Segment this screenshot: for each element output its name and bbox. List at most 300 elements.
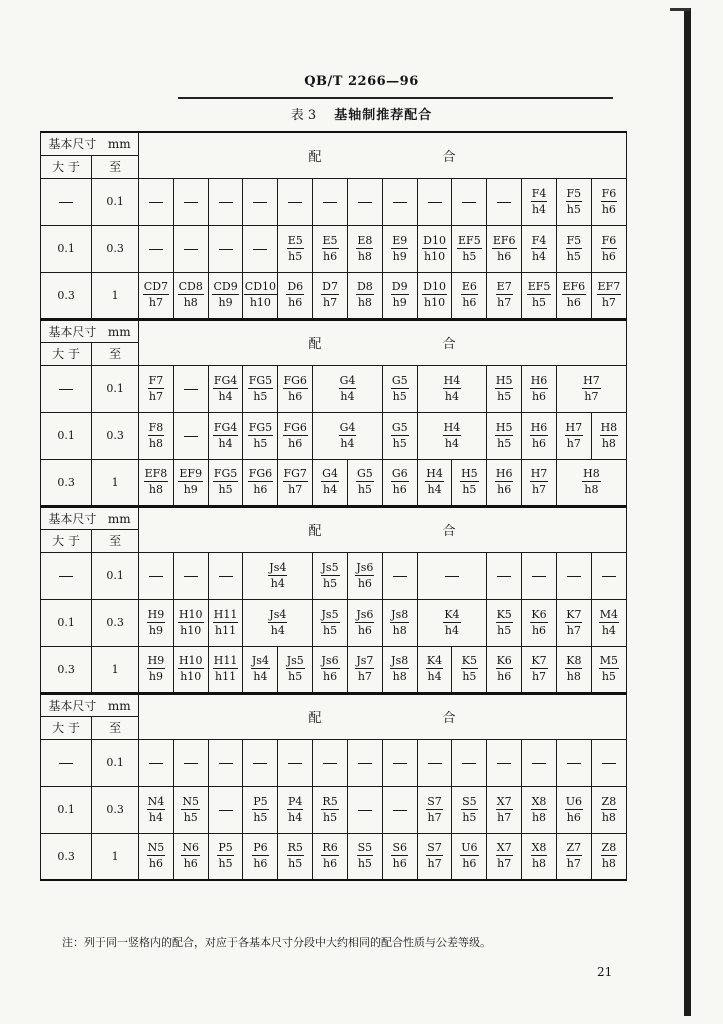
fit-cell (382, 833, 417, 880)
shaft-tolerance: h10 (249, 296, 271, 309)
dash-mark (149, 202, 163, 203)
fit-cell (522, 599, 557, 646)
hole-tolerance: D6 (287, 280, 304, 293)
fit-fraction (244, 281, 277, 308)
hole-tolerance: CD9 (213, 280, 238, 293)
hole-tolerance: F4 (531, 233, 547, 247)
table-row (41, 646, 627, 693)
hole-tolerance: S5 (357, 841, 373, 855)
shaft-tolerance: h6 (148, 857, 163, 871)
size-over-value: 0.1 (57, 429, 75, 442)
hole-tolerance: G4 (339, 373, 356, 387)
page-edge (684, 8, 691, 1016)
shaft-tolerance: h5 (601, 670, 616, 683)
table-caption (0, 104, 723, 123)
size-over-cell (41, 739, 92, 786)
fit-cell (208, 599, 243, 646)
dash-mark (253, 249, 267, 250)
fit-cell (417, 459, 452, 506)
hole-tolerance: H11 (213, 607, 238, 621)
fit-fraction (461, 281, 478, 308)
fit-fraction (355, 562, 374, 589)
dash-mark (253, 763, 267, 764)
fit-fraction (356, 281, 374, 308)
fit-fraction (531, 188, 548, 215)
basic-size-header (41, 506, 139, 529)
fit-header-right: 合 (442, 524, 457, 539)
fit-cell (347, 552, 382, 599)
fit-fraction (217, 842, 233, 869)
fit-fraction (457, 235, 482, 262)
shaft-tolerance: h9 (218, 296, 233, 309)
fit-fraction (181, 796, 200, 823)
fit-fraction (339, 375, 357, 402)
hole-tolerance: K7 (531, 654, 547, 667)
dash-mark (428, 763, 442, 764)
fit-fraction (496, 655, 513, 682)
fit-header (139, 506, 627, 552)
over-label: 大 于 (52, 534, 80, 548)
hole-tolerance: FG4 (213, 420, 238, 434)
fit-cell (139, 552, 174, 599)
fit-fraction (527, 281, 552, 308)
hole-tolerance: U6 (461, 841, 478, 855)
shaft-tolerance: h8 (531, 810, 547, 824)
hole-tolerance: Js4 (269, 607, 287, 621)
dash-mark (358, 763, 372, 764)
fit-cell (591, 272, 626, 319)
hole-tolerance: Z8 (601, 794, 617, 808)
shaft-tolerance: h8 (601, 810, 616, 824)
hole-tolerance: F5 (566, 233, 582, 247)
dash-mark (288, 763, 302, 764)
hole-tolerance: M4 (599, 607, 619, 621)
to-label: 至 (109, 347, 122, 361)
fit-fraction (531, 235, 548, 262)
fit-fraction (565, 609, 582, 636)
shaft-tolerance: h9 (392, 296, 407, 309)
hole-tolerance: CD8 (178, 280, 203, 293)
dash-mark (184, 436, 198, 437)
size-to-cell (92, 365, 139, 412)
size-to-value: 1 (111, 475, 119, 489)
fit-cell (382, 786, 417, 833)
fit-cell (487, 739, 522, 786)
fit-cell (173, 786, 208, 833)
size-to-value: 1 (111, 662, 119, 676)
hole-tolerance: F8 (148, 420, 164, 434)
fit-fraction (178, 609, 204, 636)
hole-tolerance: CD10 (244, 280, 277, 293)
fit-cell (522, 365, 557, 412)
fit-cell (173, 272, 208, 319)
fit-fraction (496, 796, 513, 823)
hole-tolerance: Js6 (356, 560, 374, 574)
fit-cell (556, 272, 591, 319)
fit-fraction (391, 281, 409, 308)
fit-fraction (566, 235, 583, 262)
fit-cell (243, 646, 278, 693)
dash-mark (59, 763, 73, 764)
shaft-tolerance: h6 (288, 436, 303, 450)
shaft-tolerance: h5 (183, 810, 198, 824)
fit-cell (591, 412, 626, 459)
dash-mark (323, 763, 337, 764)
size-over-cell (41, 365, 92, 412)
hole-tolerance: G5 (391, 373, 408, 387)
fit-cell (417, 646, 452, 693)
dash-mark (253, 202, 267, 203)
hole-tolerance: EF9 (179, 467, 203, 480)
dash-mark (59, 202, 73, 203)
shaft-tolerance: h7 (148, 389, 163, 403)
shaft-tolerance: h6 (392, 857, 407, 871)
hole-tolerance: F6 (601, 186, 617, 200)
fit-cell (382, 552, 417, 599)
fit-cell (382, 365, 417, 412)
fit-fraction (492, 235, 517, 262)
fit-fraction (530, 609, 547, 636)
shaft-tolerance: h6 (462, 857, 477, 871)
hole-tolerance: F4 (531, 186, 547, 200)
size-to-cell (92, 739, 139, 786)
size-to-cell (92, 178, 139, 225)
fit-fraction (530, 375, 549, 402)
shaft-tolerance: h6 (392, 483, 407, 496)
fit-cell (139, 739, 174, 786)
over-label: 大 于 (52, 721, 80, 735)
shaft-tolerance: h7 (148, 296, 163, 309)
fit-header-right: 合 (442, 711, 457, 726)
fit-fraction (321, 796, 338, 823)
fit-cell (278, 646, 313, 693)
fit-fraction (287, 796, 303, 823)
fit-fraction (460, 842, 478, 869)
hole-tolerance: X7 (496, 794, 512, 808)
fit-cell (382, 599, 417, 646)
shaft-tolerance: h4 (444, 623, 459, 637)
fit-fraction (443, 609, 460, 636)
hole-tolerance: EF8 (144, 467, 168, 480)
shaft-tolerance: h9 (148, 623, 163, 637)
fit-cell (452, 178, 487, 225)
unit-label: mm (107, 137, 131, 152)
shaft-tolerance: h5 (253, 810, 268, 824)
shaft-tolerance: h6 (462, 296, 477, 309)
fit-fraction (531, 796, 548, 823)
to-header (92, 716, 139, 739)
fit-cell (417, 786, 452, 833)
fit-cell (487, 833, 522, 880)
size-over-cell (41, 599, 92, 646)
shaft-tolerance: h5 (566, 249, 581, 263)
fit-cell (382, 646, 417, 693)
shaft-tolerance: h4 (601, 623, 616, 637)
fit-fraction (321, 468, 339, 495)
shaft-tolerance: h5 (323, 576, 338, 590)
hole-tolerance: CD7 (143, 280, 169, 293)
dash-mark (184, 576, 198, 577)
shaft-tolerance: h6 (323, 670, 338, 683)
fit-fraction (390, 609, 409, 636)
fit-cell (313, 833, 348, 880)
fit-fraction (565, 655, 582, 682)
hole-tolerance: E5 (322, 233, 338, 247)
shaft-tolerance: h6 (323, 857, 338, 871)
basic-size-header (41, 132, 139, 155)
fit-fraction (178, 655, 204, 682)
fit-fraction (495, 422, 514, 449)
fit-cell (382, 739, 417, 786)
fit-fraction (252, 842, 268, 869)
hole-tolerance: FG4 (213, 373, 238, 387)
fit-fraction (601, 188, 618, 215)
fit-cell (591, 646, 626, 693)
hole-tolerance: H8 (600, 420, 618, 434)
hole-tolerance: Js4 (269, 560, 287, 574)
size-over-cell (41, 225, 92, 272)
size-to-cell (92, 412, 139, 459)
fit-fraction (178, 281, 204, 308)
fit-fraction (566, 842, 583, 869)
fit-fraction (495, 375, 514, 402)
hole-tolerance: H11 (213, 654, 238, 667)
fit-cell (139, 599, 174, 646)
fit-fraction (144, 468, 169, 495)
hole-tolerance: P4 (288, 794, 303, 808)
hole-tolerance: H10 (178, 654, 203, 667)
fit-cell (208, 739, 243, 786)
fit-cell (313, 225, 348, 272)
hole-tolerance: FG6 (283, 373, 307, 387)
hole-tolerance: H7 (583, 373, 600, 387)
fit-cell (278, 272, 313, 319)
hole-tolerance: EF6 (492, 233, 516, 247)
basic-size-label: 基本尺寸 (48, 137, 97, 152)
size-to-cell (92, 272, 139, 319)
shaft-tolerance: h10 (423, 296, 446, 309)
fit-fraction (251, 655, 270, 682)
hole-tolerance: K6 (531, 607, 547, 621)
hole-tolerance: F7 (148, 373, 164, 387)
fit-cell (487, 786, 522, 833)
fit-cell (173, 225, 208, 272)
fit-cell (208, 646, 243, 693)
fit-fraction (460, 468, 479, 495)
fit-cell (487, 599, 522, 646)
fit-cell (313, 599, 348, 646)
section-header-row (41, 506, 627, 529)
fit-cell (208, 272, 243, 319)
dash-mark (393, 576, 407, 577)
fit-cell (278, 178, 313, 225)
hole-tolerance: P5 (253, 794, 268, 808)
size-over-value: 0.3 (57, 849, 75, 863)
hole-tolerance: Js5 (321, 560, 339, 574)
hole-tolerance: H10 (178, 607, 203, 621)
size-over-value: 0.1 (57, 242, 75, 255)
size-over-value: 0.1 (57, 616, 75, 629)
shaft-tolerance: h5 (288, 670, 303, 683)
hole-tolerance: S5 (462, 794, 477, 808)
fit-cell (417, 599, 487, 646)
fit-cell (417, 552, 487, 599)
hole-tolerance: N5 (147, 841, 165, 855)
fit-cell (591, 599, 626, 646)
hole-tolerance: H5 (495, 420, 513, 434)
fit-fraction (248, 422, 273, 449)
fit-cell (278, 833, 313, 880)
fit-header-left: 配 (308, 711, 323, 726)
fit-cell (313, 365, 383, 412)
hole-tolerance: Js8 (391, 607, 409, 621)
dash-mark (497, 576, 511, 577)
table-row (41, 412, 627, 459)
fit-cell (278, 739, 313, 786)
fit-cell (139, 272, 174, 319)
fit-fraction (148, 422, 165, 449)
fit-fraction (357, 842, 374, 869)
fit-fraction (391, 235, 408, 262)
basic-size-header (41, 693, 139, 716)
fit-fraction (268, 562, 287, 589)
fit-cell (487, 178, 522, 225)
hole-tolerance: E7 (496, 280, 512, 293)
fit-fraction (565, 422, 584, 449)
shaft-tolerance: h6 (253, 857, 268, 871)
shaft-tolerance: h6 (531, 436, 547, 450)
fit-header-left: 配 (308, 337, 323, 352)
fit-fraction (147, 609, 166, 636)
fit-fraction (600, 422, 619, 449)
table-number: 表 3 (290, 108, 317, 123)
shaft-tolerance: h6 (601, 202, 616, 216)
dash-mark (462, 763, 476, 764)
dash-mark (462, 202, 476, 203)
shaft-tolerance: h8 (148, 483, 163, 496)
shaft-tolerance: h6 (253, 483, 268, 496)
fit-fraction (178, 468, 203, 495)
shaft-tolerance: h6 (497, 670, 512, 683)
fit-fraction (443, 422, 462, 449)
hole-tolerance: H7 (565, 420, 583, 434)
size-to-cell (92, 646, 139, 693)
unit-label: mm (107, 324, 131, 339)
fit-cell (313, 552, 348, 599)
shaft-tolerance: h4 (323, 483, 338, 496)
fit-fraction (286, 655, 305, 682)
hole-tolerance: K5 (461, 654, 477, 667)
fit-cell (139, 459, 174, 506)
dash-mark (184, 202, 198, 203)
fit-cell (452, 739, 487, 786)
size-over-cell (41, 646, 92, 693)
fit-fraction (283, 375, 308, 402)
fit-fraction (530, 655, 547, 682)
dash-mark (393, 810, 407, 811)
size-to-cell (92, 552, 139, 599)
fit-fraction (582, 375, 601, 402)
table-row (41, 225, 627, 272)
fit-cell (173, 599, 208, 646)
fit-fraction (283, 468, 308, 495)
hole-tolerance: FG5 (248, 373, 273, 387)
size-to-value: 0.1 (106, 195, 124, 208)
fit-cell (417, 412, 487, 459)
table-title: 基轴制推荐配合 (334, 108, 433, 123)
fit-fraction (213, 422, 238, 449)
over-header (41, 342, 92, 365)
fit-cell (139, 646, 174, 693)
size-to-value: 0.3 (106, 429, 124, 442)
hole-tolerance: Js8 (391, 654, 409, 667)
shaft-tolerance: h10 (180, 623, 202, 637)
fit-cell (487, 412, 522, 459)
fit-cell (313, 178, 348, 225)
shaft-tolerance: h7 (601, 296, 616, 309)
shaft-tolerance: h5 (323, 623, 338, 637)
section-header-row (41, 132, 627, 155)
hole-tolerance: K4 (444, 607, 460, 621)
fit-cell (208, 178, 243, 225)
fit-fraction (601, 796, 618, 823)
fit-fraction (322, 235, 339, 262)
shaft-tolerance: h9 (183, 483, 198, 496)
hole-tolerance: R5 (287, 841, 303, 855)
fit-fraction (601, 842, 618, 869)
shaft-tolerance: h5 (253, 436, 268, 450)
to-label: 至 (109, 160, 122, 174)
hole-tolerance: U6 (565, 794, 582, 808)
fit-cell (556, 739, 591, 786)
shaft-tolerance: h7 (288, 483, 303, 496)
size-to-value: 0.1 (106, 569, 124, 582)
fit-cell (347, 225, 382, 272)
over-header (41, 716, 92, 739)
table-row (41, 833, 627, 880)
fit-cell (591, 739, 626, 786)
size-over-cell (41, 178, 92, 225)
fit-fraction (599, 609, 619, 636)
basic-size-label: 基本尺寸 (48, 698, 97, 713)
shaft-tolerance: h6 (183, 857, 198, 871)
hole-tolerance: E9 (392, 233, 408, 247)
fit-cell (487, 646, 522, 693)
fit-fraction (562, 281, 587, 308)
shaft-tolerance: h8 (357, 249, 372, 263)
fit-cell (556, 178, 591, 225)
hole-tolerance: F5 (566, 186, 582, 200)
fit-fraction (212, 281, 238, 308)
hole-tolerance: N6 (182, 841, 200, 855)
shaft-tolerance: h6 (531, 389, 547, 403)
fit-cell (347, 786, 382, 833)
dash-mark (532, 763, 546, 764)
shaft-tolerance: h8 (531, 857, 547, 871)
size-over-cell (41, 552, 92, 599)
fit-cell (243, 599, 313, 646)
hole-tolerance: EF6 (562, 280, 586, 293)
fit-cell (452, 833, 487, 880)
fit-cell (347, 646, 382, 693)
basic-size-header (41, 319, 139, 342)
fit-header (139, 693, 627, 739)
shaft-tolerance: h7 (427, 810, 442, 824)
shaft-tolerance: h4 (253, 670, 268, 683)
fit-cell (347, 739, 382, 786)
size-to-value: 0.1 (106, 382, 124, 395)
fit-cell (522, 739, 557, 786)
